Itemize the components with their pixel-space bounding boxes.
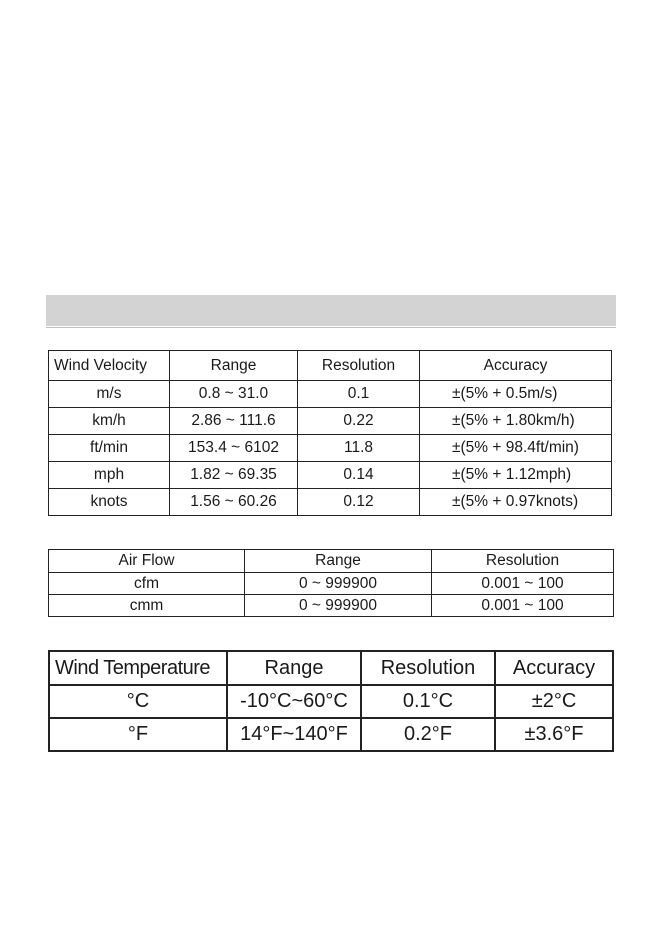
table-cell: 2.86 ~ 111.6 (170, 408, 298, 435)
table-cell: 0.22 (298, 408, 420, 435)
table-row (49, 381, 612, 408)
table-cell: knots (49, 489, 170, 516)
table-cell: 0 ~ 999900 (245, 595, 432, 617)
table-cell: -10°C~60°C (227, 685, 361, 718)
table-cell: °F (49, 718, 227, 751)
table-row (49, 718, 613, 751)
table-cell: °C (49, 685, 227, 718)
table-cell: ±(5% + 0.5m/s) (420, 381, 612, 408)
column-header: Range (245, 550, 432, 573)
column-header: Range (227, 651, 361, 685)
table-cell: ±2°C (495, 685, 613, 718)
table-cell: 0 ~ 999900 (245, 573, 432, 595)
column-header: Range (170, 351, 298, 381)
table-row (49, 595, 614, 617)
table-row (49, 408, 612, 435)
table-cell: mph (49, 462, 170, 489)
air-flow-table (48, 549, 614, 617)
column-header: Accuracy (495, 651, 613, 685)
column-header: Resolution (432, 550, 614, 573)
table-row (49, 462, 612, 489)
table-cell: 0.001 ~ 100 (432, 595, 614, 617)
table-cell: 0.1°C (361, 685, 495, 718)
table-cell: 0.8 ~ 31.0 (170, 381, 298, 408)
column-header: Resolution (298, 351, 420, 381)
table-cell: 1.82 ~ 69.35 (170, 462, 298, 489)
table-cell: ±3.6°F (495, 718, 613, 751)
table-header-row (49, 651, 613, 685)
column-header: Wind Velocity (49, 351, 170, 381)
column-header: Resolution (361, 651, 495, 685)
table-cell: 0.12 (298, 489, 420, 516)
table-cell: 1.56 ~ 60.26 (170, 489, 298, 516)
section-header-bar (46, 295, 616, 326)
table-cell: 153.4 ~ 6102 (170, 435, 298, 462)
wind-velocity-table (48, 350, 612, 516)
table-row (49, 685, 613, 718)
table-cell: ±(5% + 98.4ft/min) (420, 435, 612, 462)
table-cell: 14°F~140°F (227, 718, 361, 751)
table-cell: 0.14 (298, 462, 420, 489)
table-cell: cfm (49, 573, 245, 595)
table-row (49, 573, 614, 595)
table-header-row (49, 351, 612, 381)
table-cell: ft/min (49, 435, 170, 462)
table-row (49, 435, 612, 462)
table-cell: 0.1 (298, 381, 420, 408)
table-header-row (49, 550, 614, 573)
table-cell: cmm (49, 595, 245, 617)
table-cell: 11.8 (298, 435, 420, 462)
table-row (49, 489, 612, 516)
table-cell: 0.2°F (361, 718, 495, 751)
column-header: Wind Temperature (49, 651, 227, 685)
table-cell: 0.001 ~ 100 (432, 573, 614, 595)
wind-temperature-table (48, 650, 614, 752)
column-header: Accuracy (420, 351, 612, 381)
section-divider (46, 327, 616, 328)
table-cell: ±(5% + 1.80km/h) (420, 408, 612, 435)
table-cell: ±(5% + 1.12mph) (420, 462, 612, 489)
column-header: Air Flow (49, 550, 245, 573)
table-cell: m/s (49, 381, 170, 408)
table-cell: km/h (49, 408, 170, 435)
table-cell: ±(5% + 0.97knots) (420, 489, 612, 516)
